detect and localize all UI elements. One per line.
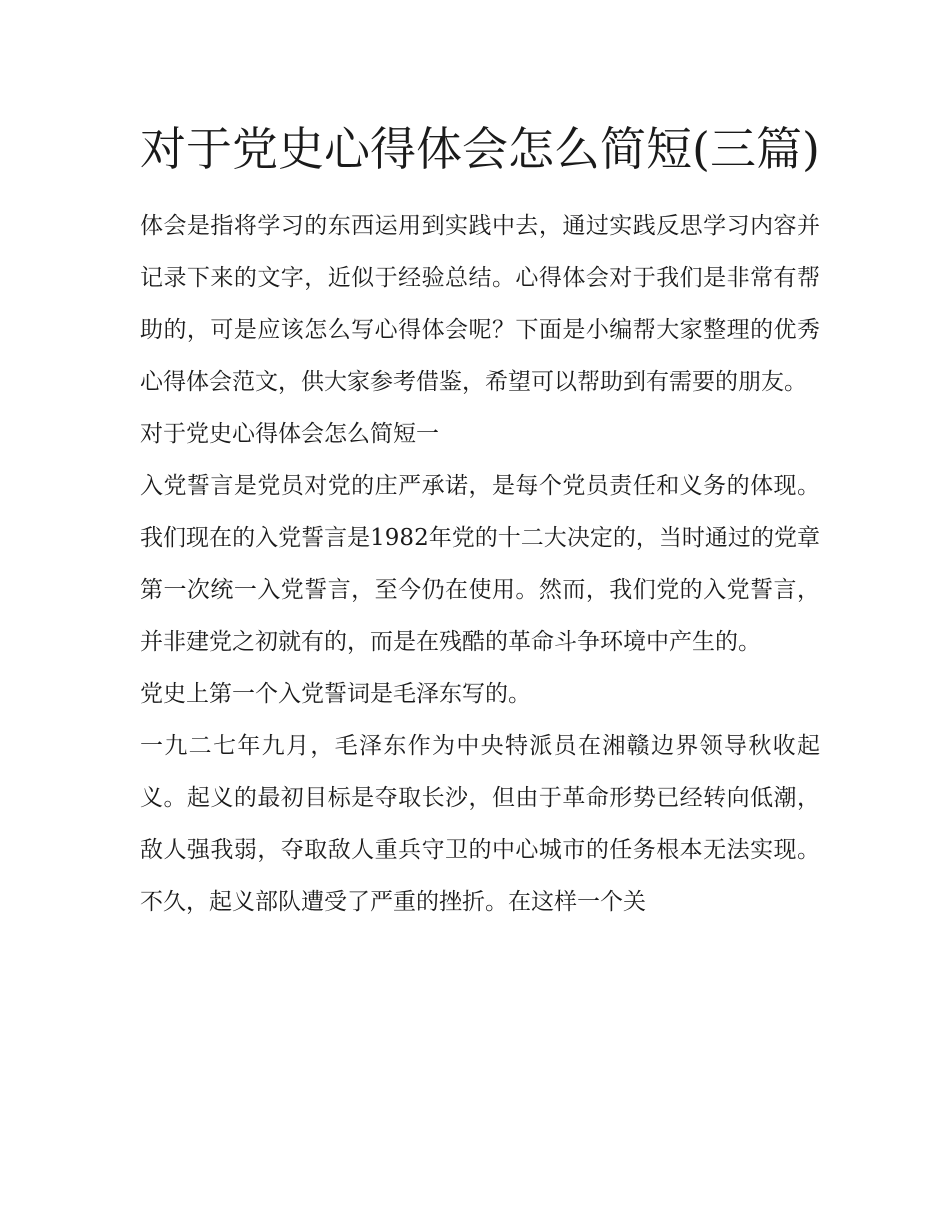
body-paragraph: 一九二七年九月，毛泽东作为中央特派员在湘赣边界领导秋收起义。起义的最初目标是夺取长沙，但由于革命形势已经转向低潮，敌人强我弱，夺取敌人重兵守卫的中心城市的任务根本无法实现。不久，起义部队遭受了严重的挫折。在这样一个关	[140, 733, 820, 915]
intro-paragraph: 体会是指将学习的东西运用到实践中去，通过实践反思学习内容并记录下来的文字，近似于经验总结。心得体会对于我们是非常有帮助的，可是应该怎么写心得体会呢？下面是小编帮大家整理的优秀心得体会范文，供大家参考借鉴，希望可以帮助到有需要的朋友。	[140, 213, 820, 395]
section-heading: 对于党史心得体会怎么简短一	[140, 421, 439, 447]
document-page	[140, 112, 820, 928]
body-paragraph: 党史上第一个入党誓词是毛泽东写的。	[140, 681, 531, 707]
body-paragraph: 入党誓言是党员对党的庄严承诺，是每个党员责任和义务的体现。我们现在的入党誓言是1982年党的十二大决定的，当时通过的党章第一次统一入党誓言，至今仍在使用。然而，我们党的入党誓言，并非建党之初就有的，而是在残酷的革命斗争环境中产生的。	[140, 473, 820, 655]
document-title: 对于党史心得体会怎么简短(三篇)	[140, 122, 820, 176]
